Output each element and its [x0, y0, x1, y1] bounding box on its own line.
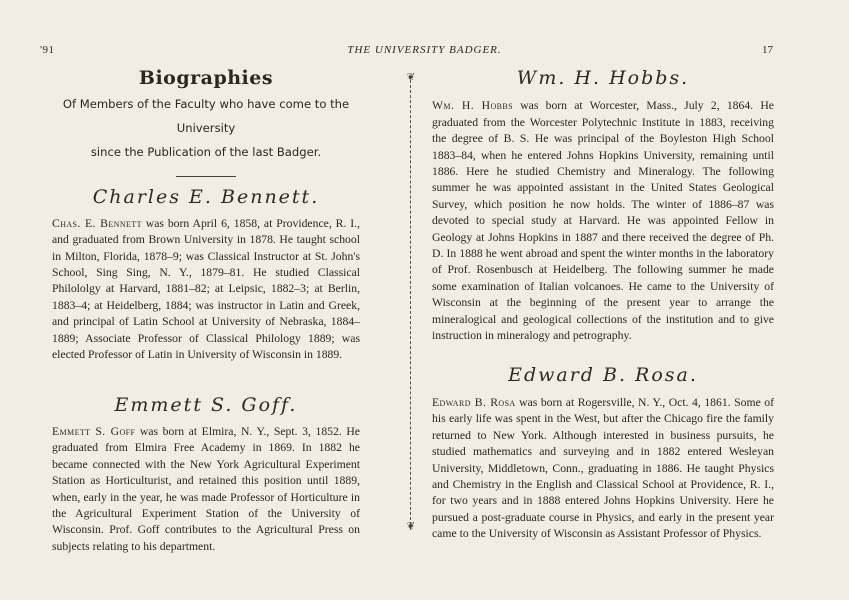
rosa-lead: Edward B. Rosa	[432, 395, 516, 409]
rosa-name-heading: Edward B. Rosa.	[508, 363, 698, 386]
section-title: Biographies	[138, 67, 274, 89]
page-header	[0, 44, 849, 64]
title-rule	[176, 176, 236, 177]
goff-biography	[52, 424, 360, 555]
bennett-lead: Chas. E. Bennett	[52, 216, 142, 230]
subtitle-line-1: Of Members of the Faculty who have come to the University	[62, 97, 350, 136]
header-year: '91	[40, 44, 55, 56]
page-number: 17	[762, 44, 773, 56]
subtitle-line-2: since the Publication of the last Badger.	[90, 145, 322, 160]
rosa-biography	[432, 395, 774, 543]
divider-bottom-ornament: ❦	[406, 521, 416, 532]
hobbs-body: was born at Worcester, Mass., July 2, 1864. He graduated from the Worcester Polytechnic Institute in 1883, receiving the degree of B. S. He was principal of the Boyleston High School 1883–84, when he entered Johns Hopkins University, remaining until 1886. Here he studied Chemistry and Mineralogy. The following summer he was appointed assistant in the United States Geological Survey, which position he now holds. The winter of 1886–87 was devoted to special study at Harvard. He was appointed Fellow in Geology at Johns Hopkins in 1887 and there received the degree of Ph. D. In 1888 he went abroad and spent the winter months in the laboratory of Prof. Rosenbusch at Heidelberg. The following summer he made some examination of Italian volcanoes. He came to the University of Wisconsin at the beginning of the present year to arrange the mineralogical and geological collections of the institution and to give instruction in mineralogy and petrography.	[432, 99, 774, 343]
bennett-name-heading: Charles E. Bennett.	[92, 186, 320, 209]
divider-top-ornament: ❦	[406, 72, 416, 83]
left-column	[52, 67, 360, 555]
hobbs-name-heading: Wm. H. Hobbs.	[516, 67, 690, 89]
hobbs-lead: Wm. H. Hobbs	[432, 99, 513, 113]
rosa-body: was born at Rogersville, N. Y., Oct. 4, 1861. Some of his early life was spent in the West, but after the Chicago fire the family returned to New York. Although interested in business pursuits, he studied mathematics and surveying and in 1882 entered Wesleyan University, Middletown, Conn., graduating in 1886. He taught Physics and Chemistry in the English and Classical School at Providence, R. I., for two years and in 1888 entered Johns Hopkins University. Here he pursued a post-graduate course in Physics, and early in the present year came to the University of Wisconsin as Assistant Professor of Physics.	[432, 395, 775, 541]
hobbs-biography	[432, 98, 774, 344]
section-subtitle	[52, 92, 360, 164]
goff-name-heading: Emmett S. Goff.	[114, 394, 298, 417]
bennett-body: was born April 6, 1858, at Providence, R. I., and graduated from Brown University in 1878. He taught school in Milton, Florida, 1878–9; was Classical Instructor at St. John's School, Sing Sing, N. Y., 1879–81. He studied Classical Philololgy at Harvard, 1881–82; at Leipsic, 1882–3; at Berlin, 1883–4; at Heidelberg, 1884; was instructor in Latin and Greek, and principal of Latin School at University of Nebraska, 1884–1889; Associate Professor of Classical Philology 1889; was elected Professor of Latin in University of Wisconsin in 1889.	[52, 216, 360, 362]
goff-lead: Emmett S. Goff	[52, 424, 136, 438]
header-title: THE UNIVERSITY BADGER.	[347, 44, 502, 56]
goff-body: was born at Elmira, N. Y., Sept. 3, 1852. He graduated from Elmira Free Academy in 1869. In 1882 he became connected with the New York Agricultural Experiment Station as Horticulturist, and retained this position until 1889, when, early in the year, he was made Professor of Horticulture in the Agricultural Experiment Station of the University of Wisconsin. Prof. Goff contributes to the Agricultural Press on subjects relating to his department.	[52, 424, 360, 553]
column-divider	[410, 80, 419, 530]
bennett-biography	[52, 216, 360, 364]
right-column	[432, 68, 774, 543]
